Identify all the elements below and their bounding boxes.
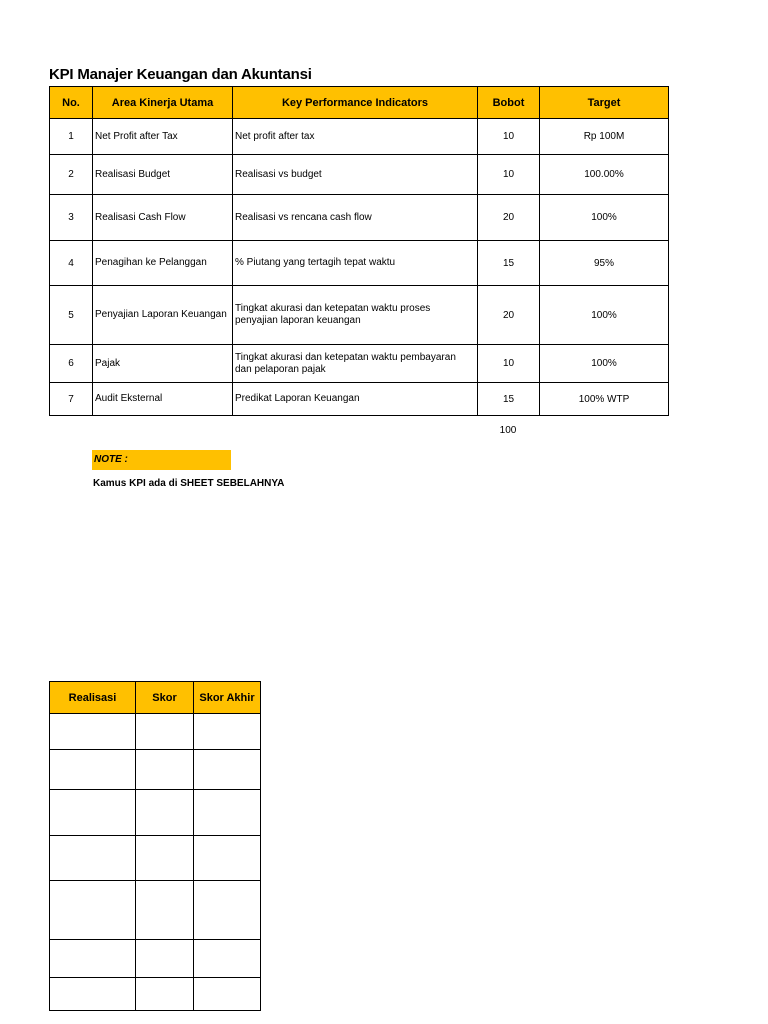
cell-target[interactable]: Rp 100M xyxy=(540,119,669,155)
note-text[interactable]: Kamus KPI ada di SHEET SEBELAHNYA xyxy=(93,478,285,489)
table-row xyxy=(50,750,261,790)
cell-skor[interactable] xyxy=(136,881,194,940)
table-row xyxy=(50,195,669,241)
cell-kpi[interactable]: Realisasi vs rencana cash flow xyxy=(233,195,478,241)
table-row xyxy=(50,119,669,155)
cell-realisasi[interactable] xyxy=(50,978,136,1011)
cell-no[interactable]: 2 xyxy=(50,155,93,195)
cell-no[interactable]: 4 xyxy=(50,241,93,286)
cell-bobot[interactable]: 15 xyxy=(478,383,540,416)
cell-area[interactable]: Pajak xyxy=(93,345,233,383)
cell-area[interactable]: Penyajian Laporan Keuangan xyxy=(93,286,233,345)
cell-area[interactable]: Penagihan ke Pelanggan xyxy=(93,241,233,286)
cell-no[interactable]: 1 xyxy=(50,119,93,155)
cell-target[interactable]: 100.00% xyxy=(540,155,669,195)
header-area[interactable]: Area Kinerja Utama xyxy=(93,87,233,119)
cell-skor-akhir[interactable] xyxy=(194,750,261,790)
cell-kpi[interactable]: Tingkat akurasi dan ketepatan waktu proses penyajian laporan keuangan xyxy=(233,286,478,345)
cell-no[interactable]: 7 xyxy=(50,383,93,416)
table-row xyxy=(50,881,261,940)
header-target[interactable]: Target xyxy=(540,87,669,119)
cell-realisasi[interactable] xyxy=(50,940,136,978)
cell-skor-akhir[interactable] xyxy=(194,940,261,978)
cell-target[interactable]: 100% xyxy=(540,345,669,383)
table-row xyxy=(50,940,261,978)
cell-kpi[interactable]: Net profit after tax xyxy=(233,119,478,155)
cell-skor-akhir[interactable] xyxy=(194,790,261,836)
table-row xyxy=(50,286,669,345)
table-row xyxy=(50,714,261,750)
cell-kpi[interactable]: Tingkat akurasi dan ketepatan waktu pembayaran dan pelaporan pajak xyxy=(233,345,478,383)
cell-bobot[interactable]: 10 xyxy=(478,119,540,155)
table-row xyxy=(50,790,261,836)
cell-realisasi[interactable] xyxy=(50,790,136,836)
note-label[interactable]: NOTE : xyxy=(92,450,231,470)
cell-kpi[interactable]: Predikat Laporan Keuangan xyxy=(233,383,478,416)
cell-skor-akhir[interactable] xyxy=(194,836,261,881)
cell-kpi[interactable]: Realisasi vs budget xyxy=(233,155,478,195)
table-row xyxy=(50,383,669,416)
table-row xyxy=(50,836,261,881)
cell-bobot[interactable]: 10 xyxy=(478,345,540,383)
cell-skor-akhir[interactable] xyxy=(194,714,261,750)
page-title: KPI Manajer Keuangan dan Akuntansi xyxy=(49,66,312,83)
cell-target[interactable]: 95% xyxy=(540,241,669,286)
table-row xyxy=(50,978,261,1011)
cell-area[interactable]: Realisasi Cash Flow xyxy=(93,195,233,241)
cell-bobot[interactable]: 20 xyxy=(478,286,540,345)
cell-realisasi[interactable] xyxy=(50,714,136,750)
cell-skor[interactable] xyxy=(136,714,194,750)
cell-bobot[interactable]: 10 xyxy=(478,155,540,195)
header-bobot[interactable]: Bobot xyxy=(478,87,540,119)
cell-target[interactable]: 100% xyxy=(540,286,669,345)
cell-skor-akhir[interactable] xyxy=(194,881,261,940)
header-skor-akhir[interactable]: Skor Akhir xyxy=(194,682,261,714)
cell-area[interactable]: Audit Eksternal xyxy=(93,383,233,416)
cell-skor-akhir[interactable] xyxy=(194,978,261,1011)
cell-area[interactable]: Realisasi Budget xyxy=(93,155,233,195)
header-kpi[interactable]: Key Performance Indicators xyxy=(233,87,478,119)
cell-skor[interactable] xyxy=(136,750,194,790)
cell-no[interactable]: 6 xyxy=(50,345,93,383)
cell-target[interactable]: 100% WTP xyxy=(540,383,669,416)
table-row xyxy=(50,155,669,195)
score-table xyxy=(49,681,261,1011)
cell-realisasi[interactable] xyxy=(50,836,136,881)
cell-bobot[interactable]: 15 xyxy=(478,241,540,286)
cell-no[interactable]: 5 xyxy=(50,286,93,345)
header-realisasi[interactable]: Realisasi xyxy=(50,682,136,714)
table-row xyxy=(50,241,669,286)
cell-kpi[interactable]: % Piutang yang tertagih tepat waktu xyxy=(233,241,478,286)
score-header-row xyxy=(50,682,261,714)
cell-bobot[interactable]: 20 xyxy=(478,195,540,241)
header-no[interactable]: No. xyxy=(50,87,93,119)
cell-skor[interactable] xyxy=(136,978,194,1011)
cell-realisasi[interactable] xyxy=(50,881,136,940)
cell-skor[interactable] xyxy=(136,836,194,881)
cell-skor[interactable] xyxy=(136,940,194,978)
cell-area[interactable]: Net Profit after Tax xyxy=(93,119,233,155)
cell-no[interactable]: 3 xyxy=(50,195,93,241)
header-skor[interactable]: Skor xyxy=(136,682,194,714)
table-row xyxy=(50,345,669,383)
kpi-header-row xyxy=(50,87,669,119)
kpi-table xyxy=(49,86,669,416)
cell-skor[interactable] xyxy=(136,790,194,836)
total-bobot[interactable]: 100 xyxy=(499,425,517,436)
cell-realisasi[interactable] xyxy=(50,750,136,790)
cell-target[interactable]: 100% xyxy=(540,195,669,241)
